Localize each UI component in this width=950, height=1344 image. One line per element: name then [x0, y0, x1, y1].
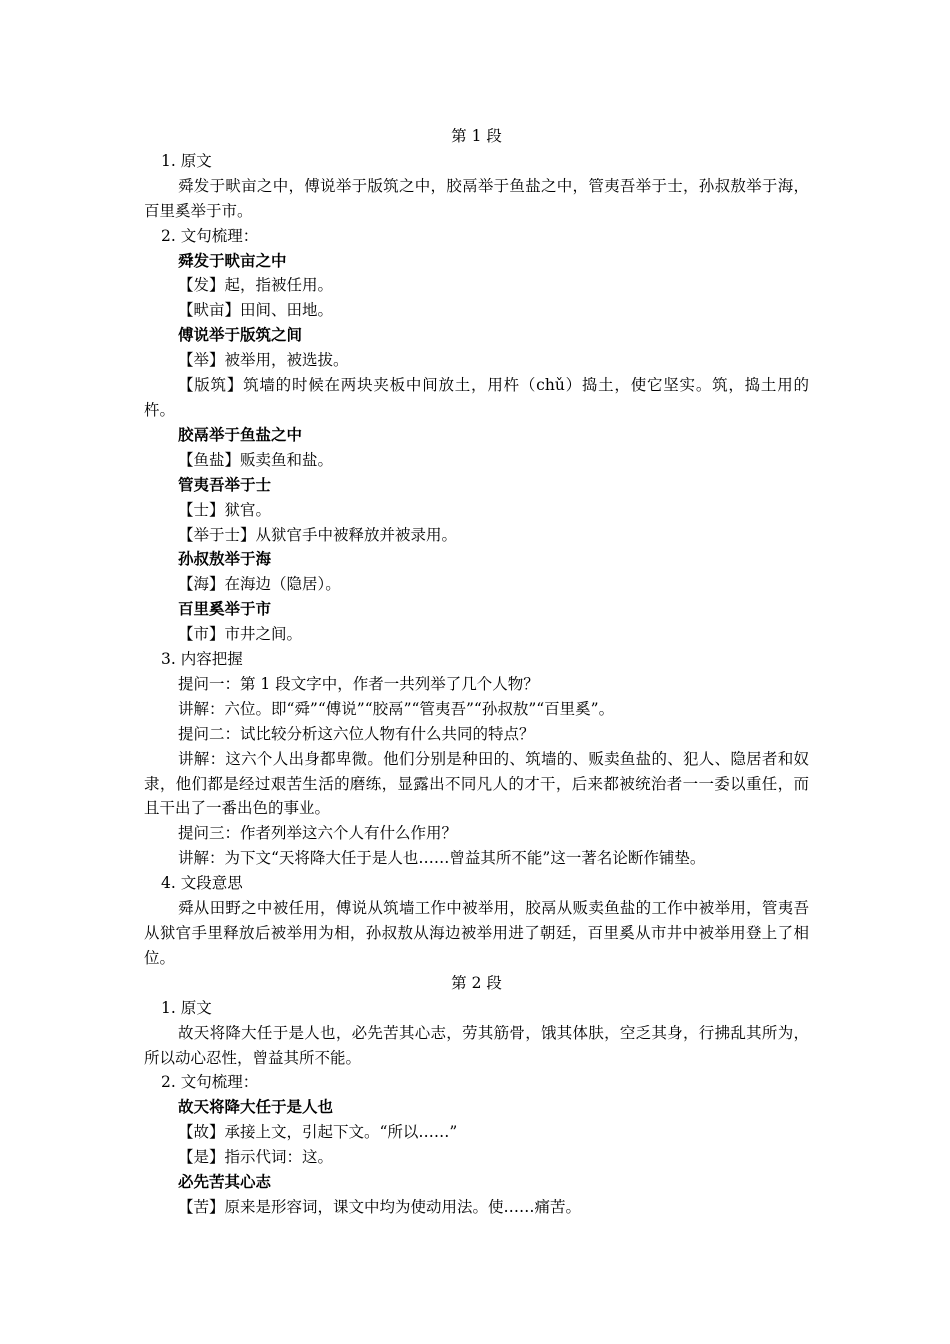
question: 提问一：第 1 段文字中，作者一共列举了几个人物？ — [178, 674, 539, 693]
gloss-phrase: 故天将降大任于是人也 — [178, 1097, 334, 1117]
gloss-note: 【版筑】筑墙的时候在两块夹板中间放土，用杵（chǔ）捣土，使它坚实。筑，捣土用的杵。 — [144, 376, 809, 419]
section-2-heading: 第 2 段 — [451, 973, 502, 992]
section-1-gloss-label: 2. 文句梳理： — [161, 226, 259, 245]
gloss-note: 【举于士】从狱官手中被释放并被录用。 — [178, 525, 458, 544]
document-body — [144, 124, 809, 1220]
question: 提问三：作者列举这六个人有什么作用？ — [178, 824, 458, 843]
gloss-note: 【故】承接上文，引起下文。“所以……” — [178, 1123, 458, 1142]
gloss-note: 【发】起，指被任用。 — [178, 276, 334, 295]
gloss-phrase: 管夷吾举于士 — [178, 474, 272, 494]
gloss-note: 【畎亩】田间、田地。 — [178, 301, 334, 320]
section-1-content-label: 3. 内容把握 — [161, 650, 243, 669]
section-1-original-label: 1. 原文 — [161, 151, 212, 170]
answer: 讲解：这六个人出身都卑微。他们分别是种田的、筑墙的、贩卖鱼盐的、犯人、隐居者和奴隶，他们都是经过艰苦生活的磨练，显露出不同凡人的才干，后来都被统治者一一委以重任，而且干出了一番出色的事业。 — [144, 749, 809, 818]
section-2-gloss-label: 2. 文句梳理： — [161, 1073, 259, 1092]
question: 提问二：试比较分析这六位人物有什么共同的特点？ — [178, 724, 535, 743]
section-1-heading: 第 1 段 — [451, 127, 502, 145]
gloss-phrase: 舜发于畎亩之中 — [178, 250, 287, 270]
gloss-note: 【是】指示代词：这。 — [178, 1148, 334, 1167]
section-1-original-text: 舜发于畎亩之中，傅说举于版筑之中，胶鬲举于鱼盐之中，管夷吾举于士，孙叔敖举于海，百里奚举于市。 — [144, 176, 809, 220]
gloss-phrase: 百里奚举于市 — [178, 599, 272, 619]
section-2-original-text: 故天将降大任于是人也，必先苦其心志，劳其筋骨，饿其体肤，空乏其身，行拂乱其所为，所以动心忍性，曾益其所不能。 — [144, 1023, 809, 1067]
gloss-phrase: 胶鬲举于鱼盐之中 — [178, 424, 303, 444]
gloss-note: 【海】在海边（隐居）。 — [178, 575, 341, 594]
gloss-note: 【市】市井之间。 — [178, 625, 303, 644]
answer: 讲解：为下文“天将降大任于是人也……曾益其所不能”这一著名论断作铺垫。 — [178, 849, 706, 868]
gloss-phrase: 必先苦其心志 — [178, 1172, 272, 1192]
gloss-phrase: 孙叔敖举于海 — [178, 549, 272, 569]
section-1-meaning-label: 4. 文段意思 — [161, 874, 243, 893]
gloss-note: 【士】狱官。 — [178, 500, 272, 519]
section-1-meaning-text: 舜从田野之中被任用，傅说从筑墙工作中被举用，胶鬲从贩卖鱼盐的工作中被举用，管夷吾从狱官手里释放后被举用为相，孙叔敖从海边被举用进了朝廷，百里奚从市井中被举用登上了相位。 — [144, 899, 809, 967]
gloss-note: 【举】被举用，被选拔。 — [178, 351, 349, 370]
gloss-note: 【苦】原来是形容词，课文中均为使动用法。使……痛苦。 — [178, 1197, 582, 1216]
answer: 讲解：六位。即“舜”“傅说”“胶鬲”“管夷吾”“孙叔敖”“百里奚”。 — [178, 699, 615, 718]
gloss-note: 【鱼盐】贩卖鱼和盐。 — [178, 450, 334, 469]
section-2-original-label: 1. 原文 — [161, 998, 212, 1017]
gloss-phrase: 傅说举于版筑之间 — [178, 325, 303, 345]
